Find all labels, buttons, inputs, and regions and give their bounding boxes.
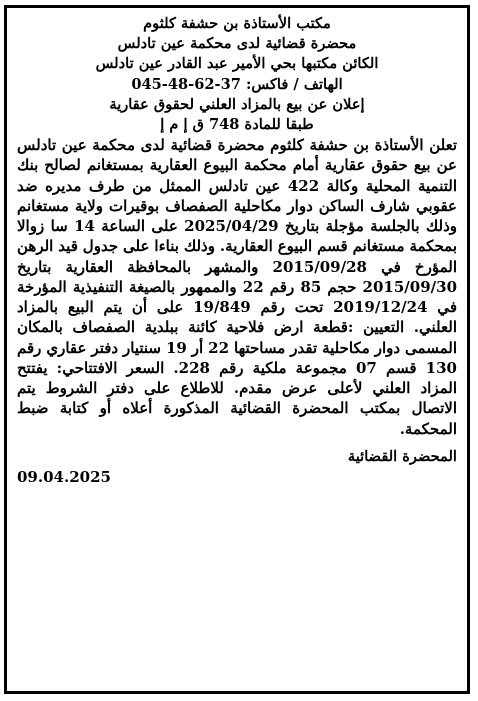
office-phone: الهاتف / فاكس: 37-62-48-045 bbox=[131, 75, 343, 93]
notice-frame bbox=[4, 5, 470, 694]
signature-block bbox=[17, 447, 457, 487]
signature-date: 09.04.2025 bbox=[17, 468, 111, 487]
notice-content bbox=[17, 14, 457, 487]
office-role: محضرة قضائية لدى محكمة عين تادلس bbox=[117, 35, 357, 53]
legal-basis: طبقا للمادة 748 ق إ م إ bbox=[160, 116, 314, 134]
office-address: الكائن مكتبها بحي الأمير عبد القادر عين تادلس bbox=[95, 55, 379, 73]
notice-header bbox=[17, 14, 457, 135]
signature-title: المحضرة القضائية bbox=[347, 447, 457, 465]
notice-body: تعلن الأستاذة بن حشفة كلثوم محضرة قضائية لدى محكمة عين تادلس عن بيع حقوق عقارية أمام محكمة البيوع العقارية بمستغانم لصالح بنك التنمية المحلية وكالة 422 عين تادلس الممثل من طرف مديره ضد عقوبي شارف الساكن دوار مكاحلية الصفصاف بوقيرات ولاية مستغانم وذلك بالجلسة مؤجلة بتاريخ 2025/04/29 على الساعة 14 سا زوالا بمحكمة مستغانم قسم البيوع العقارية. وذلك بناءا على جدول قيد الرهن المؤرخ في 2015/09/28 والمشهر بالمحافظة العقارية بتاريخ 2015/09/30 حجم 85 رقم 22 والممهور بالصيغة التنفيذية المؤرخة في 2019/12/24 تحت رقم 19/849 على أن يتم البيع بالمزاد العلني. التعيين :قطعة ارض فلاحية كائنة ببلدية الصفصاف بالمكان المسمى دوار مكاحلية تقدر مساحتها 22 أر 19 سنتيار دفتر عقاري رقم 130 قسم 07 مجموعة ملكية رقم 228. السعر الافتتاحي: يفتتح المزاد العلني لأعلى عرض مقدم. للاطلاع على دفتر الشروط يتم الاتصال بمكتب المحضرة القضائية المذكورة أعلاه أو كتابة ضبط المحكمة. bbox=[17, 136, 458, 438]
announcement-title: إعلان عن بيع بالمزاد العلني لحقوق عقارية bbox=[109, 95, 365, 113]
office-name: مكتب الأستاذة بن حشفة كلثوم bbox=[143, 15, 331, 32]
